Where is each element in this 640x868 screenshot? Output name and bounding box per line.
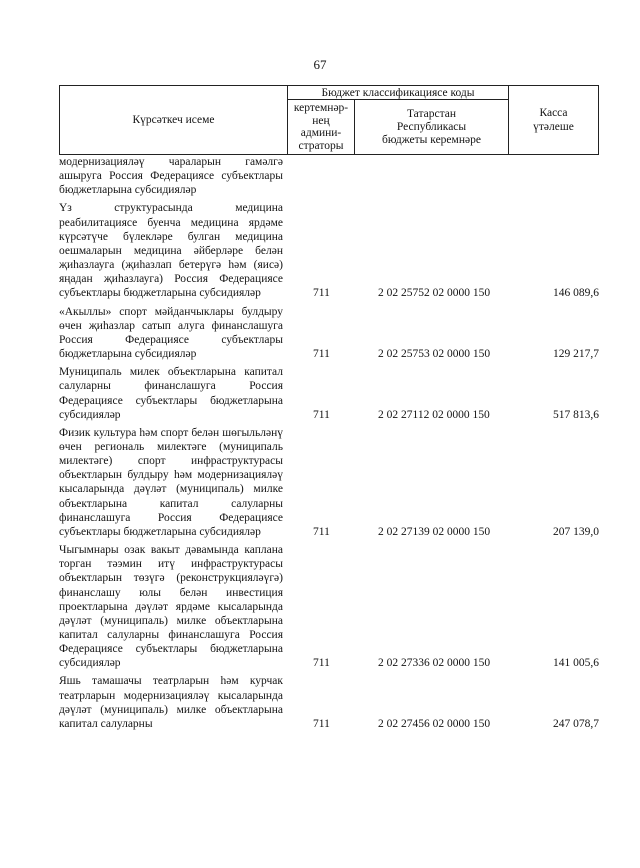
- row-amount: 247 078,7: [553, 717, 599, 730]
- row-budget-code: 2 02 27112 02 0000 150: [378, 408, 490, 421]
- row-description: Яшь тамашачы театрларын һәм курчак театрларын модернизацияләү кысаларында дәүләт (муниципаль) милке объектларына капитал салуларны: [59, 675, 283, 730]
- row-description: модернизацияләү чараларын гамәлгә ашыруга Россия Федерациясе субъектлары бюджетларына субсидияләр: [59, 156, 283, 197]
- header-indicator-name: Күрсәткеч исеме: [59, 85, 288, 155]
- table-row: [59, 674, 599, 731]
- row-amount: 517 813,6: [553, 408, 599, 421]
- row-description: Муниципаль милек объектларына капитал салуларны финанслашуга Россия Федерациясе субъектлары бюджетларына субсидияләр: [59, 366, 283, 421]
- row-budget-code: 2 02 27139 02 0000 150: [378, 525, 491, 538]
- row-description: Үз структурасында медицина реабилитациясе буенча медицина ярдәме күрсәтүче бүлекләре булган медицина оешмаларын медицина әйберләре белән җиһазлауга (җиһазлап бетерүгә һәм (яисә) яңадан җиһазлауга) Россия Федерациясе субъектлары бюджетларына субсидияләр: [59, 202, 283, 300]
- table-row: [59, 426, 599, 539]
- table-row: [59, 543, 599, 670]
- table-row: [59, 365, 599, 422]
- row-amount: 141 005,6: [553, 657, 599, 670]
- row-budget-code: 2 02 27336 02 0000 150: [378, 657, 491, 670]
- row-budget-code: 2 02 25753 02 0000 150: [378, 348, 491, 361]
- header-tatarstan-budget-revenues: Татарстан Республикасы бюджеты керемнәре: [354, 99, 509, 155]
- row-admin-code: 711: [313, 348, 330, 361]
- row-amount: 129 217,7: [553, 348, 599, 361]
- row-admin-code: 711: [313, 525, 330, 538]
- table-row: [59, 155, 599, 197]
- row-amount: 146 089,6: [553, 287, 599, 300]
- row-budget-code: 2 02 25752 02 0000 150: [378, 287, 491, 300]
- row-budget-code: 2 02 27456 02 0000 150: [378, 717, 491, 730]
- header-cash-execution: Касса үтәлеше: [508, 85, 599, 155]
- table-body: [59, 155, 599, 735]
- row-admin-code: 711: [313, 717, 330, 730]
- header-budget-classification-code: Бюджет классификациясе коды: [287, 85, 509, 100]
- row-description: «Акыллы» спорт мәйданчыклары булдыру өчен җиһазлар сатып алуга финанслашуга Россия Федерациясе субъектлары бюджетларына субсидияләр: [59, 305, 283, 361]
- table-row: [59, 201, 599, 300]
- row-admin-code: 711: [313, 408, 330, 421]
- table-row: [59, 305, 599, 362]
- header-administrators: кертемнәр- нең админи- страторы: [287, 99, 355, 155]
- row-amount: 207 139,0: [553, 525, 599, 538]
- row-description: Чыгымнары озак вакыт дәвамында каплана торган тәэмин итү инфраструктурасы объектларын төзүгә (реконструкцияләүгә) финанслашу юлы белән инвестиция проектларына дәүләт ярдәме кысаларында дәүләт (муниципаль) милке объектларына капитал салуларны финанслашуга Россия Федерациясе субъектлары бюджетларына субсидияләр: [59, 544, 283, 670]
- row-description: Физик культура һәм спорт белән шөгыльләнү өчен региональ милектәге (муниципаль милектәге) спорт инфраструктурасы объектларын булдыру һәм модернизацияләү кысаларында дәүләт (муниципаль) милке объектларына капитал салуларны финанслашуга Россия Федерациясе субъектлары бюджетларына субсидияләр: [59, 426, 283, 538]
- row-admin-code: 711: [313, 287, 330, 300]
- row-admin-code: 711: [313, 657, 330, 670]
- page-number: 67: [313, 57, 327, 72]
